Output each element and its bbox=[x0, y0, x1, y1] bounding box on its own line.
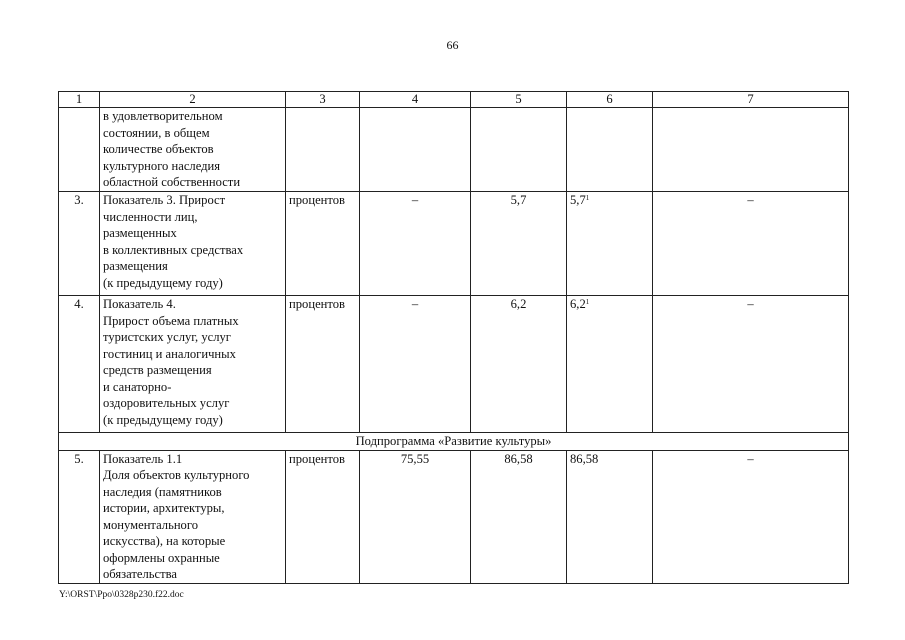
column-header: 6 bbox=[567, 92, 653, 108]
table-row-continuation bbox=[59, 108, 849, 192]
table-row bbox=[59, 192, 849, 296]
value-cell: 75,55 bbox=[360, 450, 471, 583]
footnote-mark: 1 bbox=[585, 298, 590, 306]
column-header: 7 bbox=[653, 92, 849, 108]
row-number-cell: 4. bbox=[59, 296, 100, 433]
column-header: 1 bbox=[59, 92, 100, 108]
value-cell: – bbox=[653, 192, 849, 296]
value-text: 6,2 bbox=[570, 297, 586, 311]
value-cell bbox=[567, 192, 653, 296]
indicator-name-cell: Показатель 1.1 Доля объектов культурного наследия (памятников истории, архитектуры, монументального искусства), на которые оформлены охранные обязательства bbox=[100, 450, 286, 583]
section-row bbox=[59, 433, 849, 451]
unit-cell: процентов bbox=[286, 192, 360, 296]
value-cell: 6,2 bbox=[471, 296, 567, 433]
value-text: 5,7 bbox=[570, 193, 586, 207]
indicator-name-cell: в удовлетворительном состоянии, в общем количестве объектов культурного наследия областной собственности bbox=[100, 108, 286, 192]
row-number-cell bbox=[59, 108, 100, 192]
value-cell bbox=[360, 108, 471, 192]
value-cell bbox=[653, 108, 849, 192]
value-cell bbox=[567, 296, 653, 433]
unit-cell: процентов bbox=[286, 450, 360, 583]
value-cell bbox=[471, 108, 567, 192]
column-header: 5 bbox=[471, 92, 567, 108]
footer-file-path: Y:\ORST\Ppo\0328p230.f22.doc bbox=[59, 590, 184, 600]
indicator-name-cell: Показатель 4. Прирост объема платных туристских услуг, услуг гостиниц и аналогичных средств размещения и санаторно- оздоровительных услуг (к предыдущему году) bbox=[100, 296, 286, 433]
row-number-cell: 5. bbox=[59, 450, 100, 583]
page-number: 66 bbox=[446, 38, 459, 52]
value-cell: – bbox=[653, 450, 849, 583]
value-cell bbox=[567, 108, 653, 192]
column-header: 2 bbox=[100, 92, 286, 108]
section-title: Подпрограмма «Развитие культуры» bbox=[59, 433, 849, 451]
value-cell: – bbox=[653, 296, 849, 433]
value-cell: – bbox=[360, 192, 471, 296]
indicator-name-cell: Показатель 3. Прирост численности лиц, размещенных в коллективных средствах размещения (к предыдущему году) bbox=[100, 192, 286, 296]
table-row bbox=[59, 296, 849, 433]
value-cell: 86,58 bbox=[567, 450, 653, 583]
value-cell: 86,58 bbox=[471, 450, 567, 583]
footnote-mark: 1 bbox=[585, 194, 590, 202]
unit-cell bbox=[286, 108, 360, 192]
table-header-row bbox=[59, 92, 849, 108]
row-number-cell: 3. bbox=[59, 192, 100, 296]
table-row bbox=[59, 450, 849, 583]
column-header: 4 bbox=[360, 92, 471, 108]
indicators-table bbox=[58, 91, 849, 584]
value-cell: 5,7 bbox=[471, 192, 567, 296]
column-header: 3 bbox=[286, 92, 360, 108]
value-cell: – bbox=[360, 296, 471, 433]
unit-cell: процентов bbox=[286, 296, 360, 433]
